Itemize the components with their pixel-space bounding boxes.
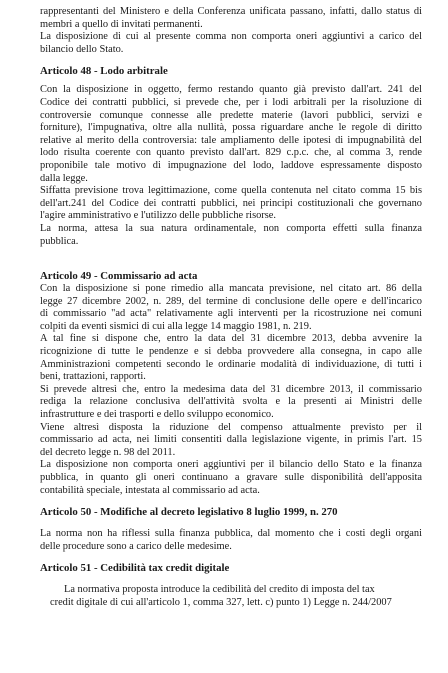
text-line: La disposizione di cui al presente comma non comporta oneri aggiuntivi a carico del	[40, 31, 422, 43]
text-line: credit digitale di cui all'articolo 1, comma 327, lett. c) punto 1) Legge n. 244/2007	[50, 596, 392, 608]
article-50-heading: Articolo 50 - Modifiche al decreto legislativo 8 luglio 1999, n. 270	[40, 506, 338, 519]
article-49-paragraph-4	[40, 422, 422, 460]
text-line: Siffatta previsione trova legittimazione, come quella contenuta nel citato comma 15 bis	[40, 185, 422, 197]
article-48-paragraph-3	[40, 223, 422, 248]
text-line: contabilità speciale, intestata al commissario ad acta.	[40, 484, 260, 496]
article-48-paragraph-1	[40, 84, 422, 185]
text-line: Viene altresì disposta la riduzione del compenso attualmente previsto per il	[40, 421, 422, 433]
text-line: bilancio dello Stato.	[40, 43, 124, 55]
article-49-paragraph-3	[40, 384, 422, 422]
text-line: proponibile tale motivo di impugnazione del lodo, laddove espressamente disposto	[40, 159, 422, 171]
text-line: A tal fine si dispone che, entro la data del 31 dicembre 2013, debba avvenire la	[40, 333, 422, 345]
text-line: Con la disposizione in oggetto, fermo restando quanto già previsto dall'art. 241 del	[40, 84, 422, 96]
text-line: del decreto legge n. 98 del 2011.	[40, 446, 176, 458]
text-line: Con la disposizione si pone rimedio alla mancata previsione, nel citato art. 86 della	[40, 283, 422, 295]
text-line: controversie comunque connesse alle predette materie (lavori pubblici, servizi e	[40, 109, 422, 121]
text-line: infrastrutture e dei trasporti e dello sviluppo economico.	[40, 409, 274, 421]
text-line: pubblica.	[40, 235, 79, 247]
text-line: La disposizione non comporta oneri aggiuntivi per il bilancio dello Stato e la finanza	[40, 459, 422, 471]
text-line: pubblica, in quanto gli oneri continuano a gravare sulle disponibilità dell'apposita	[40, 472, 422, 483]
intro-paragraph	[40, 6, 422, 56]
text-line: rediga la relazione conclusiva dell'attività svolta e la presenti ai Ministri delle	[40, 396, 422, 408]
article-49-heading: Articolo 49 - Commissario ad acta	[40, 270, 198, 283]
article-49-paragraph-1	[40, 283, 422, 333]
text-line: La norma, attesa la sua natura ordinamentale, non comporta effetti sulla finanza	[40, 222, 422, 234]
text-line: Codice dei contratti pubblici, si prevede che, per i lodi arbitrali per la risoluzione di	[40, 96, 422, 108]
text-line: Si prevede altresì che, entro la medesima data del 31 dicembre 2013, il commissario	[40, 383, 422, 395]
text-line: legge 27 dicembre 2002, n. 289, del termine di conclusione delle opere e dell'incarico	[40, 295, 422, 307]
text-line: dalla legge.	[40, 172, 88, 184]
text-line: La norma non ha riflessi sulla finanza pubblica, dal momento che i costi degli organi	[40, 528, 422, 540]
text-line: di commissario "ad acta" relativamente agli interventi per la ricostruzione nei comuni	[40, 308, 422, 320]
text-line: relative al merito della controversia: tale ampliamento delle ipotesi di impugnabilità del	[40, 134, 422, 146]
article-48-heading: Articolo 48 - Lodo arbitrale	[40, 65, 168, 78]
text-line: ricognizione di tutte le pendenze e si debba provvedere alla consegna, in capo alle	[40, 346, 422, 358]
article-49-paragraph-2	[40, 333, 422, 383]
text-line: membri a quello di invitati permanenti.	[40, 18, 203, 30]
text-line: commissario ad acta, nei limiti consentiti dalla legislazione vigente, in primis l'art. 15	[40, 434, 422, 446]
text-line: rappresentanti del Ministero e della Conferenza unificata passano, infatti, dallo status di	[40, 6, 422, 17]
text-line: l'agire amministrativo e l'utilizzo delle pubbliche risorse.	[40, 210, 277, 222]
text-line: forniture), l'impugnativa, oltre alla nullità, possa riguardare anche le regole di diritto	[40, 122, 422, 134]
article-50-paragraph-1	[40, 528, 422, 553]
text-line: La normativa proposta introduce la cedibilità del credito di imposta del tax	[64, 584, 375, 596]
article-51-heading: Articolo 51 - Cedibilità tax credit digitale	[40, 562, 230, 575]
text-line: delle procedure sono a carico delle medesime.	[40, 540, 232, 552]
text-line: colpiti da eventi sismici di cui alla legge 14 maggio 1981, n. 219.	[40, 320, 312, 332]
article-49-paragraph-5	[40, 459, 422, 497]
article-48-paragraph-2	[40, 185, 422, 223]
text-line: Amministrazioni competenti secondo le ordinarie modalità di individuazione, di tutti i	[40, 358, 422, 370]
text-line: beni, trattazioni, rapporti.	[40, 371, 146, 383]
article-51-paragraph-1	[40, 584, 422, 609]
text-line: dell'art.241 del Codice dei contratti pubblici, nei principi costituzionali che governano	[40, 197, 422, 209]
text-line: lodo risulta coerente con quanto previsto dall'art. 829 c.p.c. che, al comma 3, rende	[40, 147, 422, 159]
